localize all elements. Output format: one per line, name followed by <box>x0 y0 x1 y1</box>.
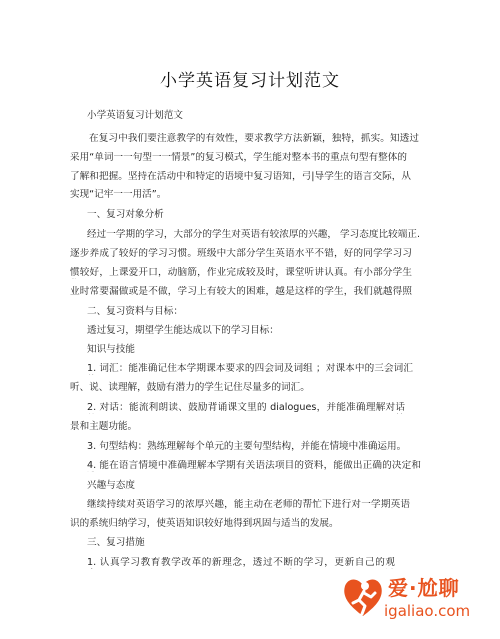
paragraph-line: 逐步养成了较好的学习习惯。班级中大部分学生英语水平不错，好的同学学习习 <box>70 248 412 259</box>
paragraph-line: 继续持续对英语学习的浓厚兴趣，能主动在老师的帮忙下进行对一学期英语 <box>87 499 410 510</box>
paragraph-line: 景和主题功能。 <box>70 421 138 432</box>
section-heading: 三、复习措施 <box>87 537 145 548</box>
paragraph-line: 3. 句型结构：熟练理解每个单元的主要句型结构，并能在情境中准确运用。 <box>87 441 407 452</box>
paragraph-line: 透过复习，期望学生能达成以下的学习目标： <box>87 325 279 336</box>
paragraph-line: 惯较好，上课爱开口，动脑筋，作业完成较及时，课堂听讲认真。有小部分学生 <box>70 267 412 278</box>
paragraph-line: 听、说、读理解，鼓励有潜力的学生记住尽量多的词汇。 <box>70 382 310 393</box>
subtitle-line: 小学英语复习计划范文 <box>87 110 183 121</box>
paragraph-line: 在复习中我们要注意教学的有效性，要求教学方法新颖，独特，抓实。知透过 <box>89 133 419 144</box>
paragraph-line: 1. 认真学习教育教学改革的新理念，透过不断的学习，更新自己的观 <box>87 557 395 568</box>
paragraph-line: 1. 词汇：能准确记住本学期课本要求的四会词及词组 ；对课本中的三会词汇 <box>87 363 413 374</box>
paragraph-line: 采用“单词一一句型一一情景”的复习模式，学生能对整本书的重点句型有整体的 <box>70 152 407 163</box>
paragraph-line: 了解和把握。坚持在活动中和特定的语境中复习语知，弓|导学生的语言交际，从 <box>70 171 411 182</box>
paragraph-line: 识的系统归纳学习，使英语知识较好地得到巩固与适当的发展。 <box>70 518 339 529</box>
paragraph-line: 业时常要漏做或是不做，学习上有较大的困难，越是这样的学生，我们就越得照 <box>70 286 412 297</box>
paragraph-line: 2. 对话：能流利朗读、鼓励背诵课文里的 dialogues，并能准确理解对话 <box>87 402 405 413</box>
paragraph-line: 4. 能在语言情境中准确理解本学期有关语法项目的资料，能做出正确的决定和 <box>87 460 421 471</box>
watermark-url: igaliao.com <box>384 602 471 620</box>
paragraph-line: 实现“记牢一一用活”。 <box>70 189 167 200</box>
subsection-heading: 兴趣与态度 <box>87 480 135 491</box>
watermark-logo <box>340 568 490 630</box>
heart-runner-icon <box>340 572 386 620</box>
section-heading: 二、复习资料与目标： <box>87 306 183 317</box>
subsection-heading: 知识与技能 <box>87 344 135 355</box>
document-title: 小学英语复习计划范文 <box>160 71 340 91</box>
paragraph-line: 经过一学期的学习，大部分的学生对英语有较浓厚的兴趣， 学习态度比较端正. <box>87 229 420 240</box>
watermark-name: 爱·尬聊 <box>388 576 460 600</box>
section-heading: 一、复习对象分析 <box>87 209 164 220</box>
